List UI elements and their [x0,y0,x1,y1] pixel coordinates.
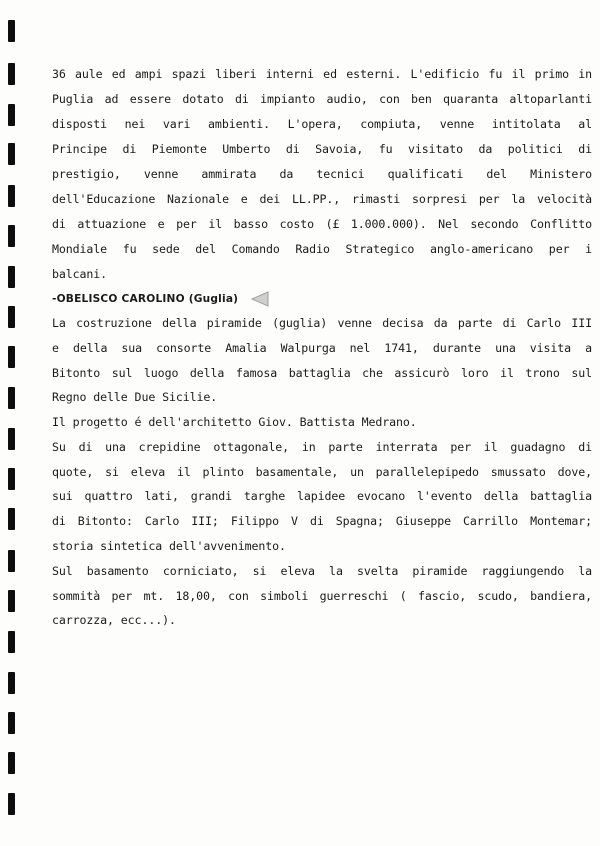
text-line: di attuazione e per il basso costo (£ 1.000.000). Nel secondo Conflitto [52,217,592,231]
text-line: 36 aule ed ampi spazi liberi interni ed esterni. L'edificio fu il primo in [52,67,592,81]
triangle-pointer-icon [251,291,269,307]
text-line: carrozza, ecc...). [52,613,176,627]
binding-hole [8,793,15,815]
text-line: Bitonto sul luogo della famosa battaglia che assicurò loro il trono sul [52,366,592,380]
binding-hole [8,752,15,774]
binding-hole [8,185,15,207]
text-line: Su di una crepidine ottagonale, in parte interrata per il guadagno di [52,440,592,454]
binding-holes [8,0,18,846]
text-line: Puglia ad essere dotato di impianto audio, con ben quaranta altoparlanti [52,92,592,106]
text-line: sui quattro lati, grandi targhe lapidee evocano l'evento della battaglia [52,489,592,503]
binding-hole [8,20,15,42]
binding-hole [8,468,15,490]
binding-hole [8,266,15,288]
binding-hole [8,104,15,126]
binding-hole [8,590,15,612]
binding-hole [8,387,15,409]
text-line: Principe di Piemonte Umberto di Savoia, fu visitato da politici di [52,142,592,156]
binding-hole [8,508,15,530]
text-line: balcani. [52,267,108,281]
text-line: Sul basamento corniciato, si eleva la svelta piramide raggiungendo la [52,564,592,578]
section-heading [52,286,269,310]
text-line: storia sintetica dell'avvenimento. [52,539,286,553]
binding-hole [8,346,15,368]
binding-hole [8,672,15,694]
binding-hole [8,550,15,572]
text-line: prestigio, venne ammirata da tecnici qualificati del Ministero [52,167,592,181]
text-line: Regno delle Due Sicilie. [52,390,218,404]
text-line: e della sua consorte Amalia Walpurga nel 1741, durante una visita a [52,341,592,355]
text-line: La costruzione della piramide (guglia) venne decisa da parte di Carlo III [52,316,592,330]
text-line: Il progetto é dell'architetto Giov. Battista Medrano. [52,415,417,429]
text-line: Mondiale fu sede del Comando Radio Strategico anglo-americano per i [52,242,592,256]
binding-hole [8,225,15,247]
text-line: di Bitonto: Carlo III; Filippo V di Spagna; Giuseppe Carrillo Montemar; [52,514,592,528]
binding-hole [8,306,15,328]
binding-hole [8,712,15,734]
text-line: sommità per mt. 18,00, con simboli guerreschi ( fascio, scudo, bandiera, [52,589,592,603]
binding-hole [8,428,15,450]
text-line: dell'Educazione Nazionale e dei LL.PP., rimasti sorpresi per la velocità [52,192,592,206]
binding-hole [8,143,15,165]
binding-hole [8,63,15,85]
text-line: disposti nei vari ambienti. L'opera, compiuta, venne intitolata al [52,117,592,131]
text-line: quote, si eleva il plinto basamentale, un parallelepipedo smussato dove, [52,465,592,479]
binding-hole [8,631,15,653]
section-heading-text: -OBELISCO CAROLINO (Guglia) [52,293,239,305]
